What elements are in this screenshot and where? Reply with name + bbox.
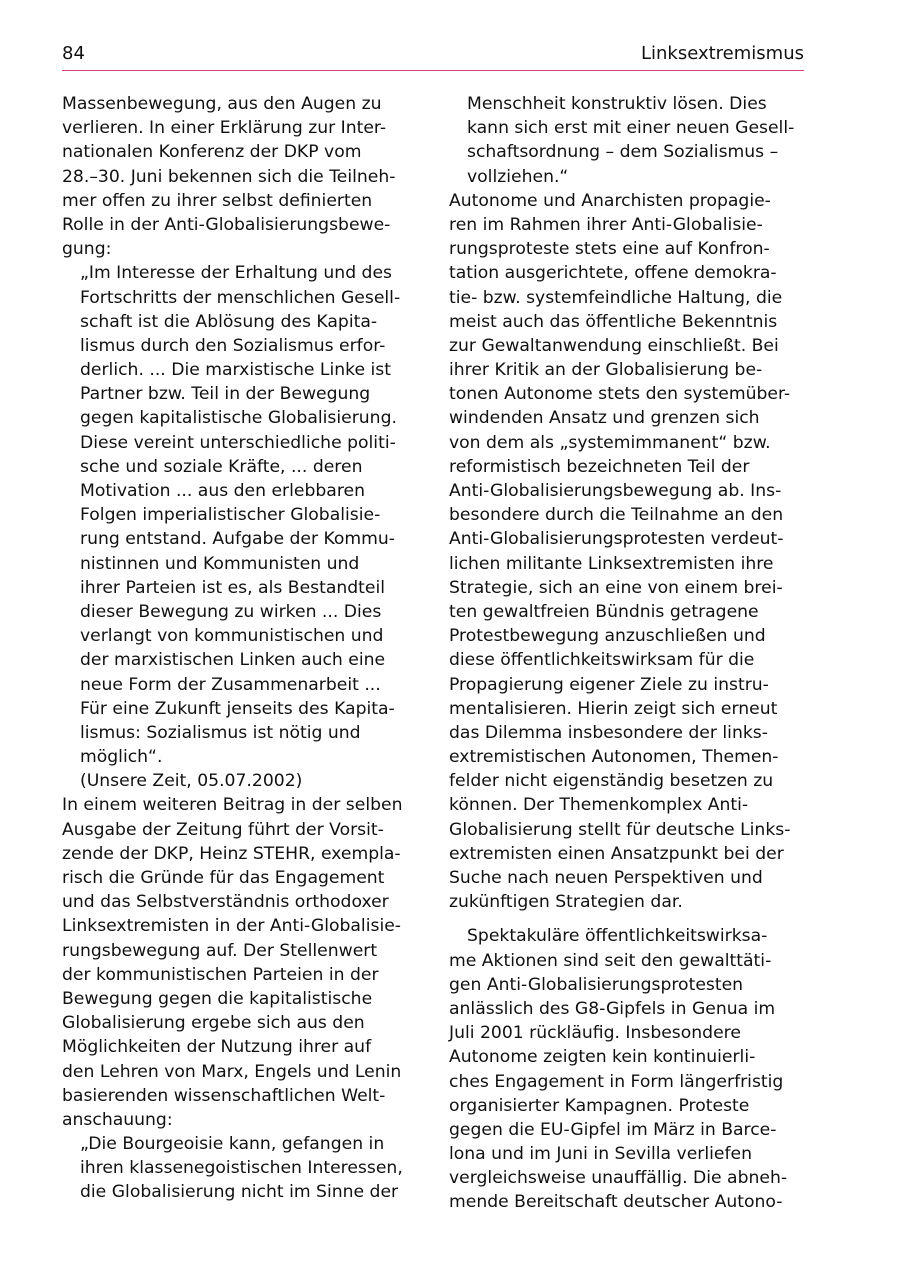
text-line: Ausgabe der Zeitung führt der Vorsit- [62, 819, 384, 840]
text-line: meist auch das öffentliche Bekenntnis [449, 311, 778, 332]
text-line: den Lehren von Marx, Engels und Lenin [62, 1061, 402, 1082]
page-header [62, 42, 804, 70]
text-line: felder nicht eigenständig besetzen zu [449, 771, 774, 792]
quote-line: Für eine Zukunft jenseits des Kapita- [80, 698, 395, 719]
text-line: zur Gewaltanwendung einschließt. Bei [449, 335, 779, 356]
left-column [62, 92, 422, 1205]
quote-line: die Globalisierung nicht im Sinne der [80, 1182, 399, 1203]
text-line: rungsproteste stets eine auf Konfron- [449, 239, 770, 260]
paragraph [62, 793, 422, 1132]
text-line: Strategie, sich an eine von einem brei- [449, 577, 783, 598]
quote-line: Folgen imperialistischer Globalisie- [80, 505, 381, 526]
text-line: risch die Gründe für das Engagement [62, 868, 385, 888]
text-line: das Dilemma insbesondere der links- [449, 722, 768, 743]
quote-line: Motivation ... aus den erlebbaren [80, 481, 365, 501]
paragraph [449, 189, 809, 915]
quote-line: vollziehen.“ [467, 166, 569, 187]
text-line: Massenbewegung, aus den Augen zu [62, 94, 382, 114]
text-line: zende der DKP, Heinz STEHR, exempla- [62, 843, 401, 864]
text-line: rungsbewegung auf. Der Stellenwert [62, 940, 378, 961]
quote-line: ihrer Parteien ist es, als Bestandteil [80, 577, 386, 598]
text-line: verlieren. In einer Erklärung zur Inter- [62, 118, 387, 139]
text-line: extremisten einen Ansatzpunkt bei der [449, 843, 784, 864]
text-line: Autonome und Anarchisten propagie- [449, 190, 771, 211]
paragraph-gap [449, 914, 809, 924]
quote-line: schaft ist die Ablösung des Kapita- [80, 311, 378, 332]
paragraph [62, 92, 422, 261]
text-line: Autonome zeigten kein kontinuierli- [449, 1047, 756, 1068]
quote-line: schaftsordnung – dem Sozialismus – [467, 142, 779, 163]
quote-line: derlich. ... Die marxistische Linke ist [80, 360, 391, 381]
text-line: vergleichsweise unauffällig. Die abneh- [449, 1168, 788, 1189]
text-line: 28.–30. Juni bekennen sich die Teilneh- [62, 166, 396, 187]
text-line: Protestbewegung anzuschließen und [449, 626, 766, 647]
text-line: mer offen zu ihrer selbst definierten [62, 190, 373, 211]
quote-line: lismus durch den Sozialismus erfor- [80, 335, 386, 356]
text-line: Suche nach neuen Perspektiven und [449, 868, 763, 888]
block-quote [62, 1132, 422, 1205]
text-line: von dem als „systemimmanent“ bzw. [449, 432, 771, 453]
quote-line: Diese vereint unterschiedliche politi- [80, 432, 396, 453]
text-line: diese öffentlichkeitswirksam für die [449, 650, 755, 671]
quote-source: (Unsere Zeit, 05.07.2002) [80, 771, 303, 792]
quote-line: lismus: Sozialismus ist nötig und [80, 722, 361, 743]
text-line: extremistischen Autonomen, Themen- [449, 747, 779, 768]
text-line: Globalisierung stellt für deutsche Links- [449, 819, 791, 840]
quote-line: neue Form der Zusammenarbeit ... [80, 674, 381, 695]
page-number: 84 [62, 43, 85, 64]
text-line: ten gewaltfreien Bündnis getragene [449, 601, 759, 622]
text-line: anlässlich des G8-Gipfels in Genua im [449, 998, 776, 1019]
quote-line: verlangt von kommunistischen und [80, 626, 384, 647]
text-line: reformistisch bezeichneten Teil der [449, 456, 750, 477]
quote-line: ihren klassenegoistischen Interessen, [80, 1158, 403, 1179]
text-line: anschauung: [62, 1109, 173, 1130]
text-line: und das Selbstverständnis orthodoxer [62, 892, 389, 913]
quote-line: Partner bzw. Teil in der Bewegung [80, 384, 371, 405]
text-line: Juli 2001 rückläufig. Insbesondere [449, 1023, 741, 1044]
text-line: mentalisieren. Hierin zeigt sich erneut [449, 698, 778, 719]
text-line: tie- bzw. systemfeindliche Haltung, die [449, 287, 783, 308]
text-line: windenden Ansatz und grenzen sich [449, 408, 760, 429]
quote-line: gegen kapitalistische Globalisierung. [80, 408, 397, 429]
text-line: basierenden wissenschaftlichen Welt- [62, 1085, 386, 1106]
quote-line: der marxistischen Linken auch eine [80, 650, 386, 671]
quote-line: rung entstand. Aufgabe der Kommu- [80, 529, 396, 550]
right-column [449, 92, 809, 1215]
text-line: Propagierung eigener Ziele zu instru- [449, 674, 769, 695]
text-line: tonen Autonome stets den systemüber- [449, 384, 791, 405]
text-line: können. Der Themenkomplex Anti- [449, 795, 749, 816]
quote-line: kann sich erst mit einer neuen Gesell- [467, 118, 795, 139]
text-line: ches Engagement in Form längerfristig [449, 1071, 784, 1092]
text-line: me Aktionen sind seit den gewalttäti- [449, 950, 772, 971]
text-line: besondere durch die Teilnahme an den [449, 505, 784, 526]
text-line: lona und im Juni in Sevilla verliefen [449, 1144, 752, 1165]
quote-line: Fortschritts der menschlichen Gesell- [80, 287, 401, 308]
text-line: Möglichkeiten der Nutzung ihrer auf [62, 1037, 372, 1058]
text-line: Globalisierung ergebe sich aus den [62, 1013, 365, 1034]
quote-line: „Im Interesse der Erhaltung und des [80, 263, 393, 284]
text-line: In einem weiteren Beitrag in der selben [62, 795, 403, 816]
text-line: zukünftigen Strategien dar. [449, 892, 683, 913]
quote-line: dieser Bewegung zu wirken ... Dies [80, 601, 382, 622]
quote-line: „Die Bourgeoisie kann, gefangen in [80, 1134, 385, 1155]
header-rule [62, 70, 804, 71]
text-line: ren im Rahmen ihrer Anti-Globalisie- [449, 214, 763, 235]
text-line: Rolle in der Anti-Globalisierungsbewe- [62, 214, 391, 235]
text-line: Anti-Globalisierungsbewegung ab. Ins- [449, 481, 782, 501]
text-line: nationalen Konferenz der DKP vom [62, 142, 362, 163]
text-line: gung: [62, 239, 112, 260]
text-line: tation ausgerichtete, offene demokra- [449, 263, 777, 284]
text-line: gen Anti-Globalisierungsprotesten [449, 974, 744, 995]
text-line: Spektakuläre öffentlichkeitswirksa- [467, 926, 768, 947]
quote-line: möglich“. [80, 747, 163, 768]
text-line: lichen militante Linksextremisten ihre [449, 553, 774, 574]
text-line: organisierter Kampagnen. Proteste [449, 1095, 750, 1116]
block-quote [449, 92, 809, 189]
block-quote [62, 261, 422, 793]
text-line: Bewegung gegen die kapitalistische [62, 988, 373, 1009]
text-line: gegen die EU-Gipfel im März in Barce- [449, 1119, 777, 1140]
text-line: ihrer Kritik an der Globalisierung be- [449, 360, 763, 381]
quote-line: Menschheit konstruktiv lösen. Dies [467, 94, 767, 114]
text-line: Anti-Globalisierungsprotesten verdeut- [449, 529, 784, 550]
text-line: mende Bereitschaft deutscher Autono- [449, 1192, 783, 1213]
text-line: Linksextremisten in der Anti-Globalisie- [62, 916, 401, 937]
running-title: Linksextremismus [640, 43, 804, 64]
text-line: der kommunistischen Parteien in der [62, 964, 379, 985]
paragraph [449, 924, 809, 1214]
quote-line: sche und soziale Kräfte, ... deren [80, 456, 363, 477]
quote-line: nistinnen und Kommunisten und [80, 553, 360, 574]
